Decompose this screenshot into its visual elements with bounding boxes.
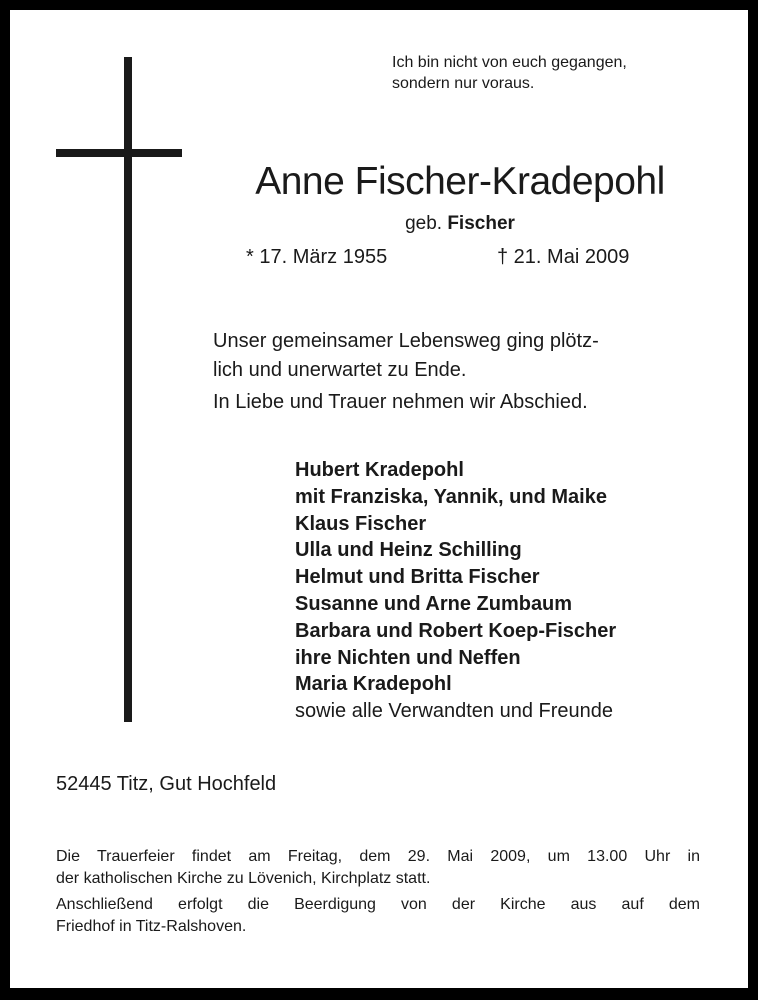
farewell-line: lich und unerwartet zu Ende. <box>213 359 467 381</box>
birth-name-prefix: geb. <box>405 213 443 234</box>
deceased-name: Anne Fischer-Kradepohl <box>255 160 665 203</box>
mourner-entry: Helmut und Britta Fischer <box>295 566 540 589</box>
motto-line: sondern nur voraus. <box>392 75 535 92</box>
mourner-entry: Maria Kradepohl <box>295 673 452 696</box>
obituary-notice <box>10 10 748 988</box>
mourners-list <box>295 457 735 725</box>
mourner-entry: ihre Nichten und Neffen <box>295 646 521 669</box>
funeral-service-info <box>56 846 700 938</box>
service-line: Anschließend erfolgt die Beerdigung von der Kirche aus auf dem <box>56 896 700 913</box>
service-line: Friedhof in Titz-Ralshoven. <box>56 918 247 935</box>
motto-line: Ich bin nicht von euch gegangen, <box>392 54 627 71</box>
mourner-entry: Susanne und Arne Zumbaum <box>295 592 573 615</box>
farewell-line: In Liebe und Trauer nehmen wir Abschied. <box>213 391 588 413</box>
farewell-text <box>213 327 723 417</box>
mourner-entry: Klaus Fischer <box>295 512 427 535</box>
death-date: † 21. Mai 2009 <box>497 246 630 268</box>
birth-name <box>210 211 710 237</box>
service-line: Die Trauerfeier findet am Freitag, dem 29. Mai 2009, um 13.00 Uhr in <box>56 848 700 865</box>
cross-icon-crossbar <box>56 149 182 157</box>
service-line: der katholischen Kirche zu Lövenich, Kirchplatz statt. <box>56 870 431 887</box>
birth-name-value: Fischer <box>447 213 515 234</box>
mourner-entry: Ulla und Heinz Schilling <box>295 539 522 562</box>
family-address: 52445 Titz, Gut Hochfeld <box>56 773 277 795</box>
birth-date: * 17. März 1955 <box>246 246 388 268</box>
mourners-closing: sowie alle Verwandten und Freunde <box>295 700 613 723</box>
mourner-entry: Hubert Kradepohl <box>295 459 464 481</box>
motto-quote <box>392 52 722 94</box>
mourner-entry: mit Franziska, Yannik, und Maike <box>295 485 607 508</box>
farewell-line: Unser gemeinsamer Lebensweg ging plötz- <box>213 330 599 352</box>
mourner-entry: Barbara und Robert Koep-Fischer <box>295 619 617 642</box>
